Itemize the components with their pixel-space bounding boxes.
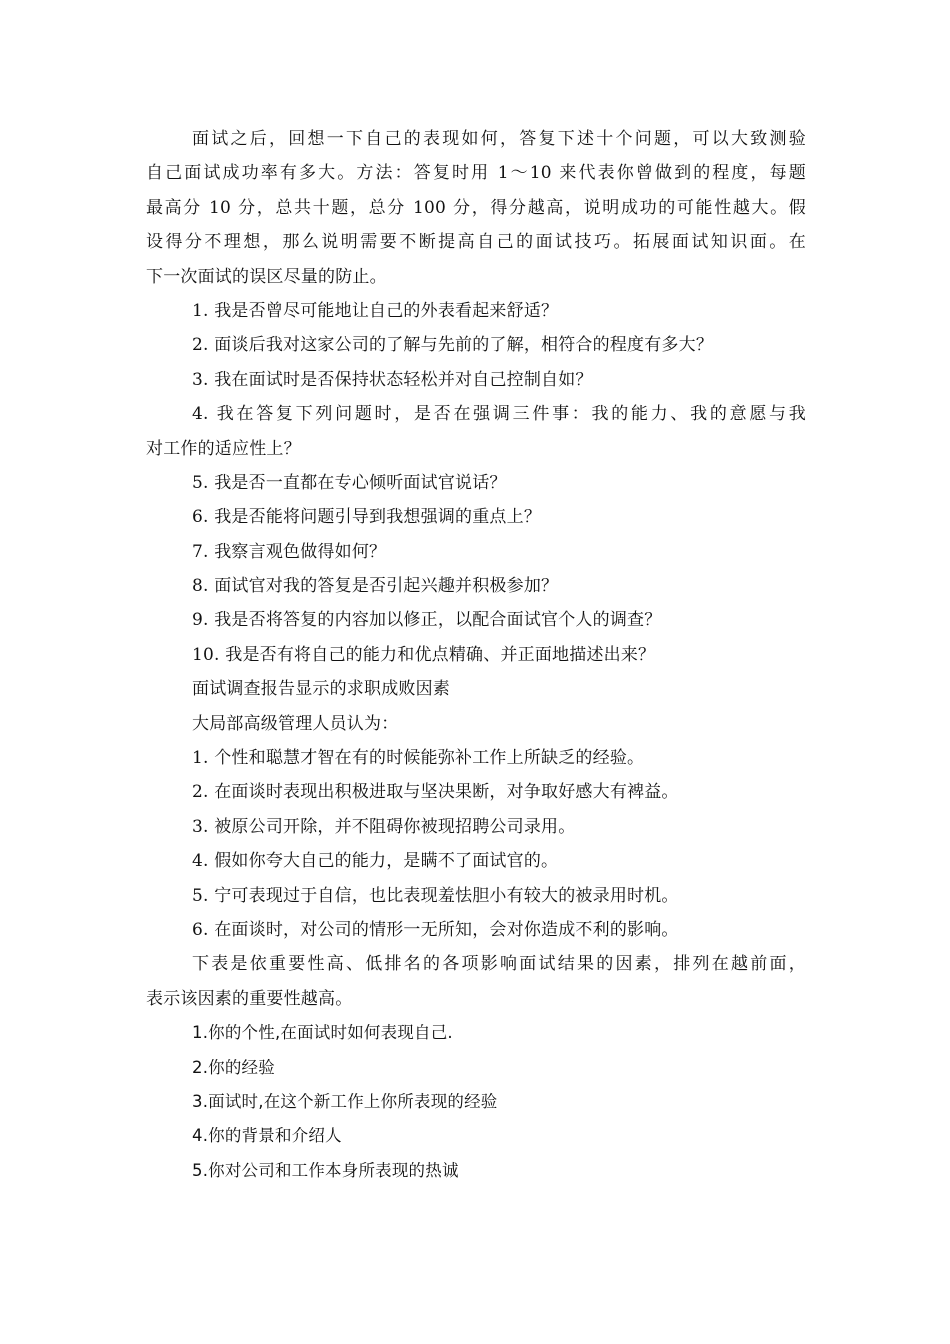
question-item: 4. 我在答复下列问题时，是否在强调三件事：我的能力、我的意愿与我 [192, 404, 806, 425]
document-body [146, 122, 806, 1188]
question-item: 10. 我是否有将自己的能力和优点精确、并正面地描述出来？ [192, 644, 656, 665]
question-item: 2. 面谈后我对这家公司的了解与先前的了解，相符合的程度有多大？ [192, 335, 714, 356]
question-item: 8. 面试官对我的答复是否引起兴趣并积极参加？ [192, 576, 559, 597]
question-item: 3. 我在面试时是否保持状态轻松并对自己控制自如？ [192, 369, 593, 390]
report-heading: 面试调查报告显示的求职成败因素 [192, 679, 450, 700]
report-item: 4. 假如你夸大自己的能力，是瞒不了面试官的。 [192, 851, 559, 872]
question-item: 6. 我是否能将问题引导到我想强调的重点上？ [192, 507, 542, 528]
intro-line: 设得分不理想，那么说明需要不断提高自己的面试技巧。拓展面试知识面。在 [146, 232, 806, 253]
ranking-item: 5.你对公司和工作本身所表现的热诚 [192, 1160, 459, 1180]
question-item: 9. 我是否将答复的内容加以修正，以配合面试官个人的调查？ [192, 610, 662, 631]
report-subheading: 大局部高级管理人员认为： [192, 713, 399, 734]
ranking-item: 4.你的背景和介绍人 [192, 1126, 342, 1146]
intro-line: 下一次面试的误区尽量的防止。 [146, 266, 387, 287]
ranking-intro-line: 表示该因素的重要性越高。 [146, 988, 353, 1009]
question-item: 1. 我是否曾尽可能地让自己的外表看起来舒适？ [192, 300, 559, 321]
report-item: 3. 被原公司开除，并不阻碍你被现招聘公司录用。 [192, 816, 576, 837]
ranking-item: 3.面试时,在这个新工作上你所表现的经验 [192, 1091, 498, 1111]
ranking-item: 1.你的个性,在面试时如何表现自己. [192, 1023, 453, 1043]
intro-line: 面试之后，回想一下自己的表现如何，答复下述十个问题，可以大致测验 [192, 129, 806, 149]
report-item: 5. 宁可表现过于自信，也比表现羞怯胆小有较大的被录用时机。 [192, 885, 679, 906]
report-item: 2. 在面谈时表现出积极进取与坚决果断，对争取好感大有裨益。 [192, 782, 679, 803]
ranking-intro-line: 下表是依重要性高、低排名的各项影响面试结果的因素，排列在越前面， [192, 954, 806, 975]
question-item: 5. 我是否一直都在专心倾听面试官说话？ [192, 472, 507, 493]
intro-line: 自己面试成功率有多大。方法：答复时用 1～10 来代表你曾做到的程度，每题 [146, 163, 806, 184]
ranking-item: 2.你的经验 [192, 1057, 275, 1077]
report-item: 1. 个性和聪慧才智在有的时候能弥补工作上所缺乏的经验。 [192, 748, 645, 769]
report-item: 6. 在面谈时，对公司的情形一无所知，会对你造成不利的影响。 [192, 919, 679, 940]
question-item: 7. 我察言观色做得如何？ [192, 541, 387, 562]
intro-line: 最高分 10 分，总共十题，总分 100 分，得分越高，说明成功的可能性越大。假 [146, 197, 806, 218]
question-item-continuation: 对工作的适应性上？ [146, 438, 301, 459]
